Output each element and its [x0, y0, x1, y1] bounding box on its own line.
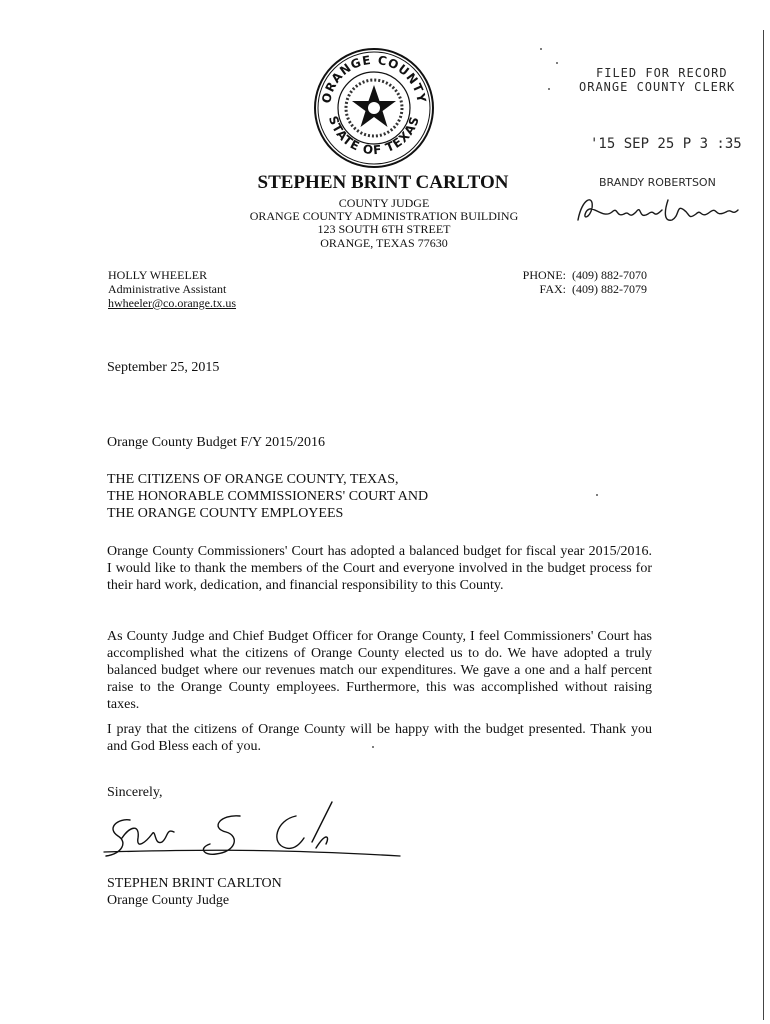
- letter-subject: Orange County Budget F/Y 2015/2016: [107, 435, 326, 450]
- seal-bottom-text: STATE OF TEXAS: [325, 114, 423, 158]
- scan-speck: [548, 88, 550, 90]
- street-address: 123 SOUTH 6TH STREET: [317, 222, 451, 236]
- scan-speck: [540, 48, 542, 50]
- clerk-signature: [572, 190, 742, 235]
- building-name: ORANGE COUNTY ADMINISTRATION BUILDING: [249, 209, 519, 223]
- letter-date: September 25, 2015: [107, 360, 220, 375]
- paragraph-2: As County Judge and Chief Budget Officer for Orange County, I feel Commissioners' Court has accomplished what the citizens of Orange County elected us to do. We have adopted a truly balanced budget where our revenues match our expenditures. We gave a one and a half percent raise to the Orange County employees. Furthermore, this was accomplished without raising taxes.: [107, 629, 652, 712]
- phone-label: PHONE:: [522, 268, 566, 282]
- signer-name: STEPHEN BRINT CARLTON: [107, 876, 282, 891]
- fax-label: FAX:: [539, 282, 566, 296]
- addressee-line-2: THE HONORABLE COMMISSIONERS' COURT AND: [107, 489, 429, 504]
- stamp-clerk-line: ORANGE COUNTY CLERK: [579, 80, 736, 94]
- scan-speck: [556, 62, 558, 64]
- closing: Sincerely,: [107, 785, 163, 800]
- assistant-block: [108, 268, 236, 310]
- contact-block: [514, 268, 647, 296]
- judge-name-heading: STEPHEN BRINT CARLTON: [257, 172, 509, 193]
- addressee-line-1: THE CITIZENS OF ORANGE COUNTY, TEXAS,: [107, 472, 399, 487]
- page-edge-line: [763, 30, 764, 1020]
- city-address: ORANGE, TEXAS 77630: [320, 236, 448, 250]
- paragraph-3: I pray that the citizens of Orange County will be happy with the budget presented. Thank you and God Bless each of you.: [107, 722, 652, 754]
- assistant-role: Administrative Assistant: [108, 282, 227, 296]
- addressee-line-3: THE ORANGE COUNTY EMPLOYEES: [107, 506, 344, 521]
- signature-block: [107, 875, 282, 909]
- assistant-name: HOLLY WHEELER: [108, 268, 208, 282]
- svg-text:STATE OF TEXAS: [326, 114, 422, 157]
- stamp-clerk-name: BRANDY ROBERTSON: [599, 176, 716, 189]
- scan-speck: [596, 494, 598, 496]
- fax-number: (409) 882-7079: [572, 282, 647, 296]
- stamp-datetime: '15 SEP 25 P 3 :35: [590, 136, 742, 152]
- stamp-filed-line: FILED FOR RECORD: [596, 66, 728, 80]
- judge-signature: [100, 798, 410, 873]
- county-seal: [313, 47, 435, 169]
- judge-title: COUNTY JUDGE: [338, 196, 430, 210]
- seal-top-text: ORANGE COUNTY: [319, 52, 429, 105]
- paragraph-1: Orange County Commissioners' Court has adopted a balanced budget for fiscal year 2015/2016. I would like to thank the members of the Court and everyone involved in the budget process for their hard work, dedication, and financial responsibility to this County.: [107, 544, 652, 593]
- addressee-block: [107, 471, 428, 522]
- assistant-email-link[interactable]: hwheeler@co.orange.tx.us: [108, 296, 237, 310]
- phone-number: (409) 882-7070: [572, 268, 647, 282]
- signer-title: Orange County Judge: [107, 893, 230, 908]
